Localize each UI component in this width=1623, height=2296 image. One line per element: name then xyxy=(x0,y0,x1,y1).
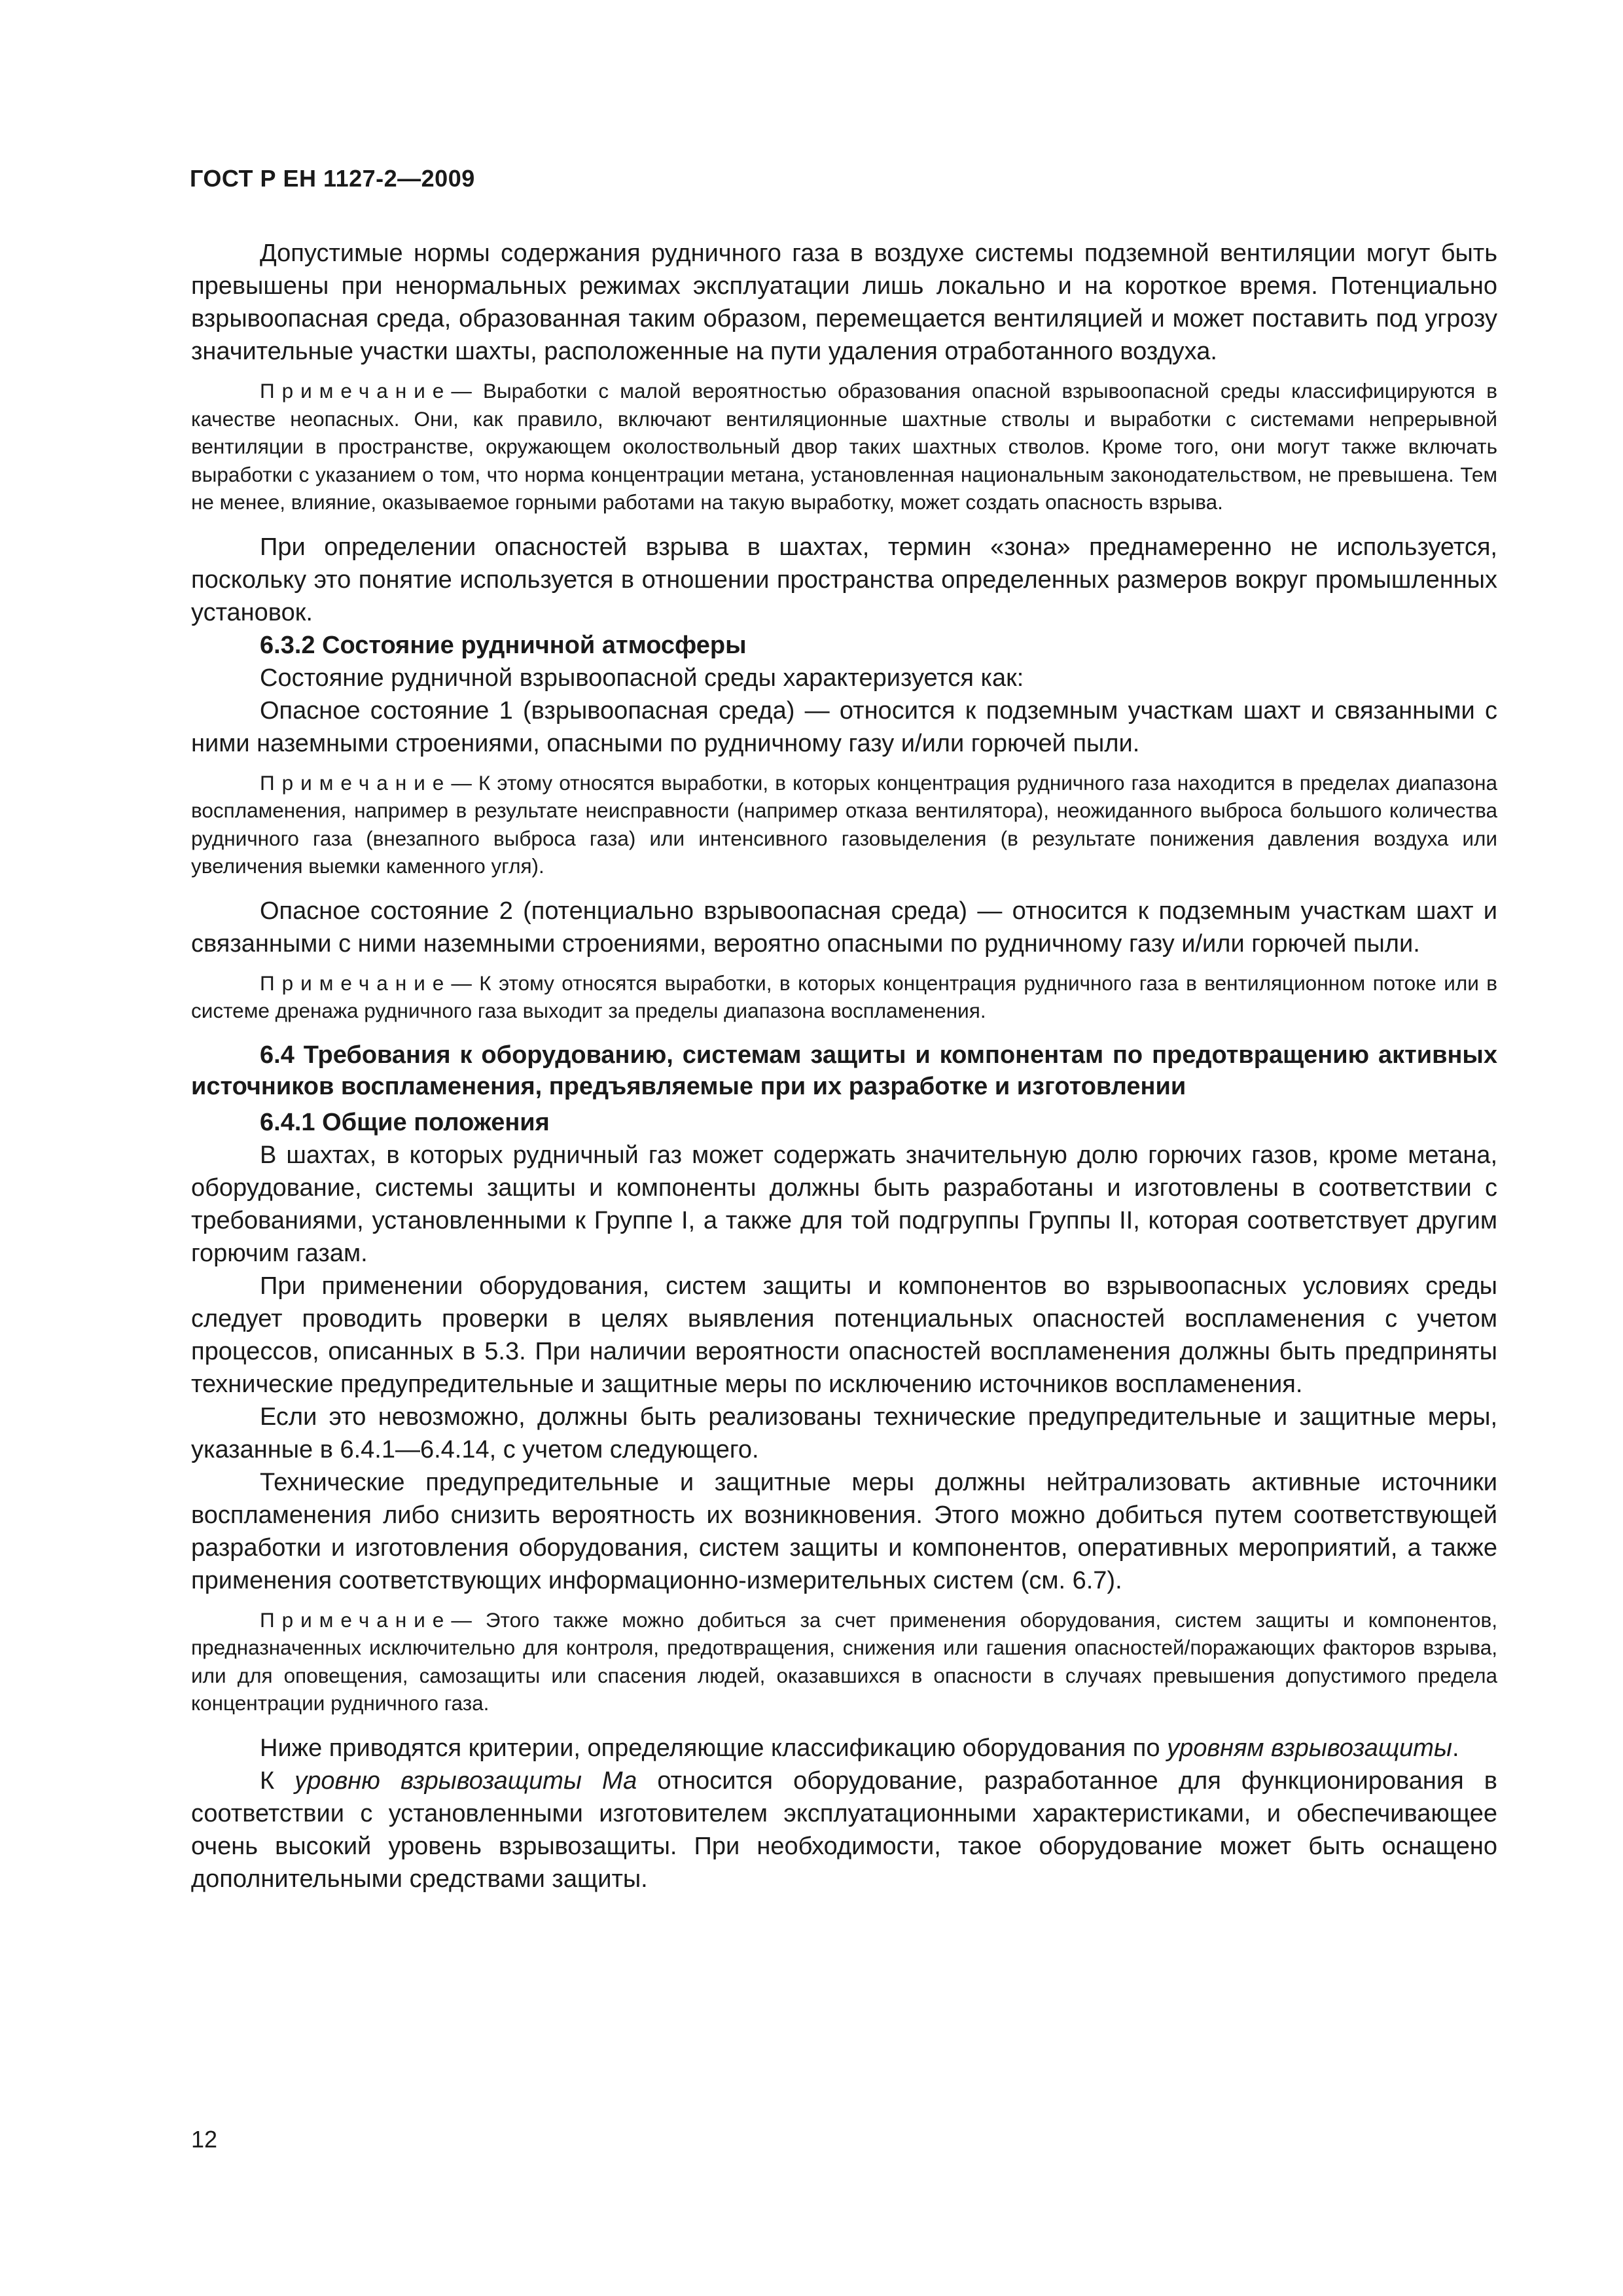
note-label: Примечание xyxy=(260,770,452,795)
note-text: — Выработки с малой вероятностью образования опасной взрывоопасной среды классифицируются в качестве неопасных. Они, как правило, включают вентиляционные шахтные стволы и выработки с системами непрерывной вентиляции в пространстве, окружающем околоствольный двор таких шахтных стволов. Кроме того, они могут также включать выработки с указанием о том, что норма концентрации метана, установленная национальным законодательством, не превышена. Тем не менее, влияние, оказываемое горными работами на такую выработку, может создать опасность взрыва. xyxy=(191,379,1497,514)
note xyxy=(191,769,1497,880)
paragraph xyxy=(191,1765,1497,1895)
paragraph: Если это невозможно, должны быть реализованы технические предупредительные и защитные меры, указанные в 6.4.1—6.4.14, с учетом следующего. xyxy=(191,1403,1497,1463)
section-heading-6-3-2: 6.3.2 Состояние рудничной атмосферы xyxy=(260,631,747,659)
paragraph: Допустимые нормы содержания рудничного газа в воздухе системы подземной вентиляции могут быть превышены при ненормальных режимах эксплуатации лишь локально и на короткое время. Потенциально взрывоопасная среда, образованная таким образом, перемещается вентиляцией и может поставить под угрозу значительные участки шахты, расположенные на пути удаления отработанного воздуха. xyxy=(191,240,1497,365)
paragraph xyxy=(191,1732,1497,1765)
emphasis-term: уровню взрывозащиты Ма xyxy=(294,1767,637,1795)
note-text: — К этому относятся выработки, в которых концентрация рудничного газа находится в пределах диапазона воспламенения, например в результате неисправности (например отказа вентилятора), неожиданного выброса большого количества рудничного газа (внезапного выброса газа) или интенсивного газовыделения (в результате понижения давления воздуха или увеличения выемки каменного угля). xyxy=(191,770,1497,878)
note-label: Примечание xyxy=(260,379,452,403)
page-number: 12 xyxy=(191,2126,218,2153)
note-label: Примечание xyxy=(260,1607,452,1632)
paragraph: Технические предупредительные и защитные меры должны нейтрализовать активные источники воспламенения либо снизить вероятность их возникновения. Этого можно добиться путем соответствующей разработки и изготовления оборудования, систем защиты и компонентов, оперативных мероприятий, а также применения соответствующих информационно-измерительных систем (см. 6.7). xyxy=(191,1468,1497,1594)
section-heading-6-4-1: 6.4.1 Общие положения xyxy=(260,1108,550,1136)
note xyxy=(191,1606,1497,1717)
paragraph: При применении оборудования, систем защиты и компонентов во взрывоопасных условиях среды следует проводить проверки в целях выявления потенциальных опасностей воспламенения с учетом процессов, описанных в 5.3. При наличии вероятности опасностей воспламенения должны быть предприняты технические предупредительные и защитные меры по исключению источников воспламенения. xyxy=(191,1272,1497,1398)
paragraph-text: относится оборудование, разработанное для функционирования в соответствии с установленными изготовителем эксплуатационными характеристиками, и обеспечивающее очень высокий уровень взрывозащиты. При необходимости, такое оборудование может быть оснащено дополнительными средствами защиты. xyxy=(191,1767,1497,1893)
paragraph: Опасное состояние 2 (потенциально взрывоопасная среда) — относится к подземным участкам шахт и связанными с ними наземными строениями, вероятно опасными по рудничному газу и/или горючей пыли. xyxy=(191,897,1497,958)
paragraph: Состояние рудничной взрывоопасной среды характеризуется как: xyxy=(260,664,1024,692)
paragraph-text: . xyxy=(1452,1734,1459,1762)
note xyxy=(191,969,1497,1025)
note-label: Примечание xyxy=(260,971,452,995)
section-heading-6-4: 6.4 Требования к оборудованию, системам защиты и компонентам по предотвращению активных источников воспламенения, предъявляемые при их разработке и изготовлении xyxy=(191,1041,1497,1100)
paragraph: При определении опасностей взрыва в шахтах, термин «зона» преднамеренно не используется, поскольку это понятие используется в отношении пространства определенных размеров вокруг промышленных установок. xyxy=(191,533,1497,626)
emphasis-term: уровням взрывозащиты xyxy=(1167,1734,1452,1762)
paragraph: Опасное состояние 1 (взрывоопасная среда) — относится к подземным участкам шахт и связанными с ними наземными строениями, опасными по рудничному газу и/или горючей пыли. xyxy=(191,696,1497,757)
paragraph: В шахтах, в которых рудничный газ может содержать значительную долю горючих газов, кроме метана, оборудование, системы защиты и компоненты должны быть разработаны и изготовлены в соответствии с требованиями, установленными к Группе I, а также для той подгруппы Группы II, которая соответствует другим горючим газам. xyxy=(191,1141,1497,1267)
document-body xyxy=(191,237,1497,1895)
document-header: ГОСТ Р ЕН 1127-2—2009 xyxy=(190,165,475,192)
paragraph-text: К xyxy=(260,1767,295,1795)
note-text: — К этому относятся выработки, в которых концентрация рудничного газа в вентиляционном потоке или в системе дренажа рудничного газа выходит за пределы диапазона воспламенения. xyxy=(191,971,1497,1022)
note xyxy=(191,377,1497,516)
paragraph-text: Ниже приводятся критерии, определяющие классификацию оборудования по xyxy=(260,1734,1168,1762)
note-text: — Этого также можно добиться за счет применения оборудования, систем защиты и компонентов, предназначенных исключительно для контроля, предотвращения, снижения или гашения опасностей/поражающих факторов взрыва, или для оповещения, самозащиты или спасения людей, оказавшихся в опасности в случаях превышения допустимого предела концентрации рудничного газа. xyxy=(191,1607,1497,1715)
